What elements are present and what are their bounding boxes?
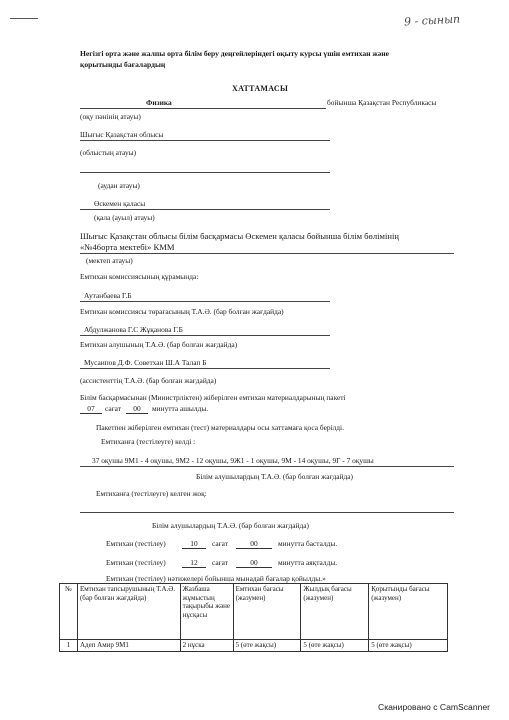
district-underline: [80, 172, 330, 173]
scan-edge-mark: [10, 18, 38, 19]
row-annual-grade: 5 (өте жақсы): [301, 640, 369, 652]
header-final-grade: Қорытынды бағасы (жазумен): [369, 584, 448, 640]
subject-suffix: бойынша Қазақстан Республикасы: [327, 98, 437, 107]
city-value: Өскемен қаласы: [94, 199, 146, 208]
subject-caption: (оқу пәнінің атауы): [80, 112, 141, 121]
table-row: [60, 640, 448, 652]
header-written-topic: Жазбаша жұмыстың тақырыбы және нұсқасы: [180, 584, 233, 640]
city-underline: [80, 209, 330, 210]
assistant-caption: (ассистенттің Т.А.Ә. (бар болған жағдайда): [80, 376, 217, 385]
attended-underline: [80, 466, 454, 467]
end-hours-label: сағат: [212, 558, 229, 567]
school-underline: [80, 253, 454, 254]
region-underline: [80, 140, 330, 141]
row-written-topic: 2 нұска: [180, 640, 233, 652]
package-minutes: 00: [126, 404, 148, 414]
package-attached-line: Пакетпен жіберілген емтихан (тест) материалдары осы хаттамаға қоса берілді.: [96, 423, 344, 432]
handwritten-grade-note: 9 - сынып: [403, 12, 461, 29]
start-hours-label: сағат: [212, 539, 229, 548]
absent-caption: Білім алушылардың Т.А.Ә. (бар болған жағдайда): [152, 521, 310, 530]
header-number: №: [60, 584, 78, 640]
attended-value: 37 оқушы 9М1 - 4 оқушы, 9М2 - 12 оқушы, 9Ж1 - 1 оқушы, 9М - 14 оқушы, 9Г - 7 оқушы: [92, 456, 374, 465]
row-exam-grade: 5 (өте жақсы): [233, 640, 301, 652]
start-hours: 10: [182, 539, 206, 549]
results-table: [59, 583, 448, 652]
school-value-line1: Шығыс Қазақстан облысы білім басқармасы Өскемен қаласы бойынша білім бөлімінің: [80, 231, 399, 241]
examiner-caption: Емтихан алушының Т.А.Ә. (бар болған жағдайда): [80, 340, 238, 349]
document-heading-line2: қорытынды бағалардың: [80, 60, 166, 69]
results-table-header-row: [60, 584, 448, 640]
commission-label: Емтихан комиссиясының құрамында:: [80, 272, 199, 281]
row-final-grade: 5 (өте жақсы): [369, 640, 448, 652]
start-label: Емтихан (тестілеу): [106, 539, 166, 548]
end-label: Емтихан (тестілеу): [106, 558, 166, 567]
package-opened-line: Білім басқармасынан (Министрліктен) жіберілген емтихан материалдарының пакеті: [80, 393, 346, 402]
subject-underline: [80, 108, 326, 109]
scanner-watermark: Сканировано с CamScanner: [378, 702, 491, 712]
end-minutes: 00: [236, 558, 272, 568]
start-suffix: минутта басталды.: [278, 539, 338, 548]
header-student-name: Емтихан тапсырушының Т.А.Ә. (бар болған жағдайда): [77, 584, 180, 640]
assistant-underline: [80, 368, 330, 369]
chair-underline: [80, 301, 330, 302]
row-student-name: Адеп Амир 9М1: [77, 640, 180, 652]
attended-label: Емтиханға (тестілеуге) келді :: [101, 437, 196, 446]
package-minutes-label: минутта ашылды.: [152, 404, 209, 413]
absent-underline: [80, 512, 454, 513]
end-suffix: минутта аяқталды.: [278, 558, 338, 567]
attended-caption: Білім алушылардың Т.А.Ә. (бар болған жағдайда): [196, 472, 354, 481]
document-heading-line1: Негізгі орта және жалпы орта білім беру деңгейлеріндегі оқыту курсы үшін емтихан және: [80, 49, 390, 58]
protocol-title: ХАТТАМАСЫ: [232, 84, 289, 93]
school-value-line2: «№46орта мектебі» КММ: [80, 242, 175, 252]
header-annual-grade: Жылдық бағасы (жазумен): [301, 584, 369, 640]
region-caption: (облыстың атауы): [80, 148, 137, 157]
examiner-value: Абдулжанова Г.С Жұқанова Г.Б: [84, 325, 183, 334]
absent-label: Емтиханға (тестілеуге) келген жоқ:: [96, 489, 207, 498]
city-caption: (қала (ауыл) атауы): [94, 213, 155, 222]
results-line: Емтихан (тестілеу) нәтижелері бойынша мынадай бағалар қойылды.»: [106, 574, 326, 583]
school-caption: (мектеп атауы): [86, 256, 133, 265]
assistant-value: Мусаипов Д.Ф. Советхан Ш.А Талап Б: [84, 358, 207, 367]
package-hours: 07: [80, 404, 102, 414]
subject-value: Физика: [146, 98, 172, 107]
district-caption: (аудан атауы): [98, 181, 140, 190]
chair-value: Аутанбаева Г.Б: [84, 291, 132, 300]
start-minutes: 00: [236, 539, 272, 549]
end-hours: 12: [182, 558, 206, 568]
header-exam-grade: Емтихан бағасы (жазумен): [233, 584, 301, 640]
examiner-underline: [80, 335, 330, 336]
package-hours-label: сағат: [105, 404, 122, 413]
row-number: 1: [60, 640, 78, 652]
chair-caption: Емтихан комиссиясы төрағасының Т.А.Ә. (бар болған жағдайда): [80, 307, 284, 316]
region-value: Шығыс Қазақстан облысы: [80, 130, 164, 139]
